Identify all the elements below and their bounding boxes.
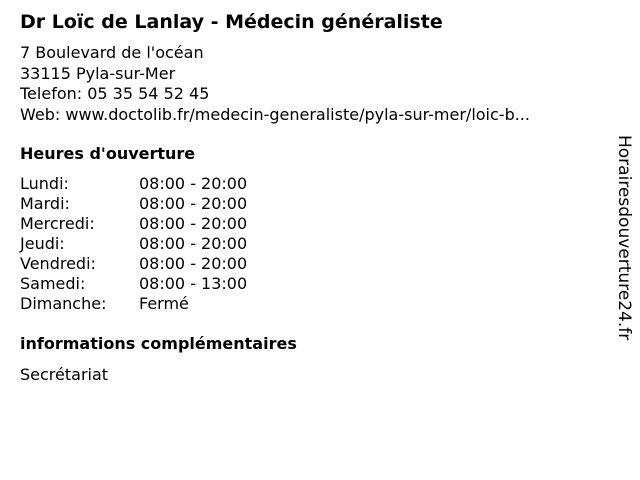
time-range: 08:00 - 20:00 bbox=[139, 214, 248, 233]
phone-number: Telefon: 05 35 54 52 45 bbox=[20, 84, 210, 103]
additional-info-text: Secrétariat bbox=[20, 365, 109, 384]
time-range: Fermé bbox=[139, 294, 189, 313]
day-label: Lundi: bbox=[20, 174, 69, 193]
opening-hours-heading: Heures d'ouverture bbox=[20, 144, 196, 163]
day-label: Jeudi: bbox=[20, 234, 65, 253]
website-link: Web: www.doctolib.fr/medecin-generaliste/pyla-sur-mer/loic-b... bbox=[20, 104, 530, 124]
time-range: 08:00 - 13:00 bbox=[139, 274, 248, 293]
address-block bbox=[20, 43, 530, 125]
address-city: 33115 Pyla-sur-Mer bbox=[20, 63, 176, 83]
watermark-text: Horairesdouverture24.fr bbox=[614, 135, 634, 341]
time-range: 08:00 - 20:00 bbox=[139, 174, 248, 193]
day-label: Samedi: bbox=[20, 274, 86, 293]
watermark bbox=[612, 135, 636, 371]
address-street: 7 Boulevard de l'océan bbox=[20, 43, 204, 62]
day-label: Mercredi: bbox=[20, 214, 95, 233]
day-label: Dimanche: bbox=[20, 294, 107, 313]
time-range: 08:00 - 20:00 bbox=[139, 194, 248, 213]
page-title: Dr Loïc de Lanlay - Médecin généraliste bbox=[20, 11, 443, 33]
time-range: 08:00 - 20:00 bbox=[139, 234, 248, 253]
day-label: Mardi: bbox=[20, 194, 70, 213]
additional-info-heading: informations complémentaires bbox=[20, 334, 297, 353]
day-label: Vendredi: bbox=[20, 254, 96, 273]
time-range: 08:00 - 20:00 bbox=[139, 254, 248, 273]
